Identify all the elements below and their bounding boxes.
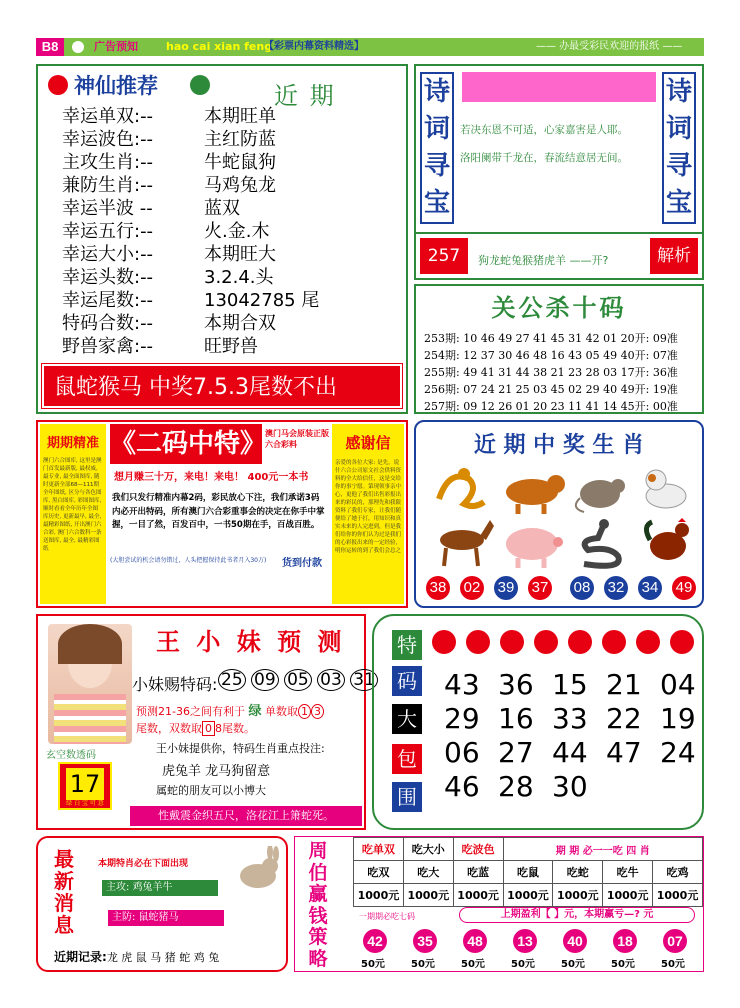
poem-issue: 257期 [420, 238, 468, 274]
list-item: 野兽家禽:-- 旺野兽 [62, 336, 258, 357]
rat-icon [576, 479, 625, 512]
tema-side-1: 码 [392, 666, 422, 696]
ad-left [40, 424, 106, 604]
shenxian-panel [36, 64, 408, 414]
table-row: 29 16 33 22 19 [444, 702, 696, 735]
wang-title: 王 小 妹 预 测 [156, 628, 346, 656]
list-item: 幸运头数:-- 3.2.4.头 [62, 267, 274, 288]
zodiac-balls [422, 574, 698, 604]
table-row: 46 28 30 [444, 770, 588, 803]
wang-line2: 尾数，双数取 0 8尾数。 [136, 722, 255, 735]
list-item: 幸运波色:-- 主红防蓝 [62, 129, 276, 150]
wang-zodiacs: 虎兔羊 龙马狗留意 [162, 764, 271, 779]
table-row: 吃双 吃大 吃蓝 吃鼠 吃蛇 吃牛 吃鸡 [354, 861, 703, 884]
poem-line-1: 若决东恩不可适，心家嘉害是人耶。 [460, 124, 628, 136]
tema-side-4: 围 [392, 782, 422, 812]
list-item: 幸运大小:-- 本期旺大 [62, 244, 276, 265]
bet-ball: 40 [563, 929, 587, 953]
header-title: 广告预知 [94, 40, 138, 53]
poem-jiexi: 解析 [650, 238, 698, 274]
green-dot-icon [190, 75, 210, 95]
ad-right-text: 亲爱的各位大家: 是先，说什六合公司原文社会供料资料的全大给信任，这是交给你的事宁愿。第现领事亲中心，更他了我们出售彩报出来的彩民的，那理先和我限资料了我们专家，让我们随便给了她于打，用知识和真实未来的人完进到，但是我们给你的你们认为过是我们的心彩报出来的一定经验，明你运转的到了我们会总之 [335, 460, 402, 554]
ad-center [110, 424, 328, 604]
zodiac-title: 近 期 中 奖 生 肖 [473, 433, 645, 458]
snake-icon [584, 519, 619, 566]
avatar [48, 624, 132, 744]
table-row: 256期: 07 24 21 25 03 45 02 29 40 49开: 19准 [424, 383, 678, 396]
list-item: 特码合数:-- 本期合双 [62, 313, 276, 334]
ad-right-title: 感谢信 [345, 434, 391, 452]
header-tag: 【彩票内幕资料精选】 [264, 41, 364, 52]
zodiac-panel [414, 420, 704, 608]
tema-side-0: 特 [392, 630, 422, 660]
bet-ball: 42 [363, 929, 387, 953]
ad-panel [36, 420, 408, 608]
zodiac-ball: 37 [528, 576, 552, 600]
tema-side-3: 包 [392, 744, 422, 774]
dog-icon [646, 470, 686, 508]
list-item: 兼防生肖:-- 马鸡兔龙 [62, 175, 276, 196]
zodiac-ball: 02 [460, 576, 484, 600]
tema-red-dots [432, 630, 698, 656]
divider [416, 232, 702, 234]
guangong-rows [424, 330, 678, 415]
shenxian-title: 神仙推荐 [74, 74, 158, 98]
list-item: 幸运五行:-- 火.金.木 [62, 221, 270, 242]
poem-hint: 狗龙蛇兔猴猪虎羊 ——开? [478, 254, 609, 267]
table-row: 257期: 09 12 26 01 20 23 11 41 14 45开: 00准 [424, 400, 678, 413]
xuanji-num: 17 [66, 768, 104, 800]
table-row: 255期: 49 41 31 44 38 21 23 28 03 17开: 36准 [424, 366, 678, 379]
rabbit-icon [234, 846, 282, 890]
jinqi-label: 近 期 [274, 82, 336, 110]
list-item: 幸运单双:-- 本期旺单 [62, 106, 276, 127]
ad-left-title: 期期精准 [46, 436, 99, 451]
news-side: 最 新 消 息 [54, 847, 74, 937]
shenxian-banner: 鼠蛇猴马 中奖7.5.3尾数不出 [42, 364, 402, 408]
header-bar [36, 38, 704, 56]
poem-side-left: 诗 词 寻 宝 [420, 72, 454, 224]
news-head: 本期特肖必在下面出现 [98, 859, 189, 869]
wang-banner: 性戴震金织五尺，洛花江上箫蛇死。 [130, 806, 362, 826]
wang-line1: 预测21-36之间有利于 绿 单数取 1 3 [136, 700, 324, 719]
zodiac-animals [422, 460, 698, 570]
ad-center-red: 想月赚三十万，来电！来电！ 400元一本书 [114, 472, 309, 483]
wang-provide: 王小妹提供你，特码生肖重点投注: [156, 742, 325, 755]
zhoubo-rule: 一期期必吃七码 [359, 912, 415, 921]
zodiac-ball: 39 [494, 576, 518, 600]
zhoubo-panel [294, 836, 704, 972]
ad-center-buy: 货到付款 [282, 558, 322, 569]
bet-ball: 18 [613, 929, 637, 953]
table-row: 254期: 12 37 30 46 48 16 43 05 49 40开: 07准 [424, 349, 678, 362]
table-row: 43 36 15 21 04 [444, 668, 696, 701]
header-slogan: —— 办最受彩民欢迎的报纸 —— [536, 41, 683, 52]
poem-pink-banner [462, 72, 656, 102]
ad-center-sub: 澳门马会原装正版六合彩料 [265, 429, 329, 449]
news-zhugong: 主攻: 鸡兔羊牛 [102, 880, 218, 896]
list-item: 幸运尾数:-- 13042785 尾 [62, 290, 320, 311]
table-row: 06 27 44 47 24 [444, 736, 696, 769]
guangong-title: 关公杀十码 [491, 294, 627, 322]
ad-center-title: 《二码中特》 [110, 424, 262, 464]
page-number: B8 [36, 38, 64, 56]
wang-tema-label: 小妹赐特码: [132, 675, 218, 694]
table-row: 1000元 1000元 1000元 1000元 1000元 1000元 1000元 [354, 884, 703, 907]
dragon-icon [439, 468, 484, 506]
ad-center-body: 我们只发行精准内幕2码，彩民放心下注，我们承诺3码内必开出特码，所有澳门六合彩重事会的决定在你手中掌握，一目了然，百发百中，一书50期在手，百战百胜。 [112, 493, 325, 530]
poem-line-2: 洛阳阑带千龙在，春流结意居无间。 [460, 152, 628, 164]
bet-ball: 48 [463, 929, 487, 953]
zhoubo-profit: 上期盈利【 】元，本期赢亏—? 元 [459, 907, 695, 923]
rooster-icon [646, 518, 689, 560]
tema-panel [372, 614, 704, 830]
news-panel [36, 836, 288, 972]
horse-icon [440, 520, 494, 566]
bet-ball: 07 [663, 929, 687, 953]
wang-tema: 25 09 05 03 31 [218, 670, 378, 690]
tiger-icon [506, 475, 565, 514]
ad-left-text: 澳门六合图库, 这里是澳门首发最新版, 最权威, 最专业, 最全面图库, 随时更新全部68—111期全年图纸, 区分与各色图库, 黑白图库, 彩图图库, 顺时看看全年历年全图库历史, 更新最早, 最全, 最精彩图纸, 开出澳门六合彩, 澳门六合数科一条送图库, 最全, 最精彩图纸 [43, 458, 102, 552]
xuanji-label: 玄空数透码 [46, 750, 96, 761]
table-row: 253期: 10 46 49 27 41 45 31 42 01 20开: 09准 [424, 332, 678, 345]
poem-side-right: 诗 词 寻 宝 [662, 72, 696, 224]
shenxian-rows [62, 106, 319, 359]
list-item: 主攻生肖:-- 牛蛇鼠狗 [62, 152, 276, 173]
zhoubo-balls: 42 35 48 13 40 18 07 50元 50元 50元 50元 50元 50元 50元 [353, 927, 703, 971]
bet-ball: 13 [513, 929, 537, 953]
table-row: 吃单双 吃大小 吃波色 期 期 必一一吃 四 肖 [354, 838, 703, 861]
xuanji-box [58, 762, 112, 810]
zodiac-ball: 08 [570, 576, 594, 600]
tema-side-2: 大 [392, 704, 422, 734]
bet-ball: 35 [413, 929, 437, 953]
ad-right [332, 424, 404, 604]
zodiac-ball: 32 [604, 576, 628, 600]
header-dot-icon [72, 41, 84, 53]
header-pinyin: hao cai xian feng [166, 40, 273, 53]
zhoubo-side: 周 伯 赢 钱 策 略 [308, 840, 328, 970]
zhoubo-table [353, 837, 703, 907]
news-record: 近期记录:龙 虎 鼠 马 猪 蛇 鸡 兔 [54, 950, 220, 964]
zodiac-ball: 49 [672, 576, 696, 600]
wang-panel [36, 614, 375, 830]
wang-friends: 属蛇的朋友可以小博大 [156, 784, 266, 797]
zodiac-ball: 38 [426, 576, 450, 600]
poem-panel [414, 64, 704, 302]
news-zhufang: 主防: 鼠蛇猪马 [108, 910, 224, 926]
guangong-panel [414, 284, 704, 414]
red-dot-icon [48, 75, 68, 95]
zodiac-ball: 34 [638, 576, 662, 600]
xuanji-foot: 绿 白 宝 可 意 [66, 800, 104, 807]
ad-center-foot: (大胆尝试的机会请勿错过，人头把握保持此书者月入30万) [110, 557, 267, 564]
tema-numbers [444, 668, 700, 804]
pig-icon [506, 528, 563, 568]
list-item: 幸运半波 -- 蓝双 [62, 198, 240, 219]
